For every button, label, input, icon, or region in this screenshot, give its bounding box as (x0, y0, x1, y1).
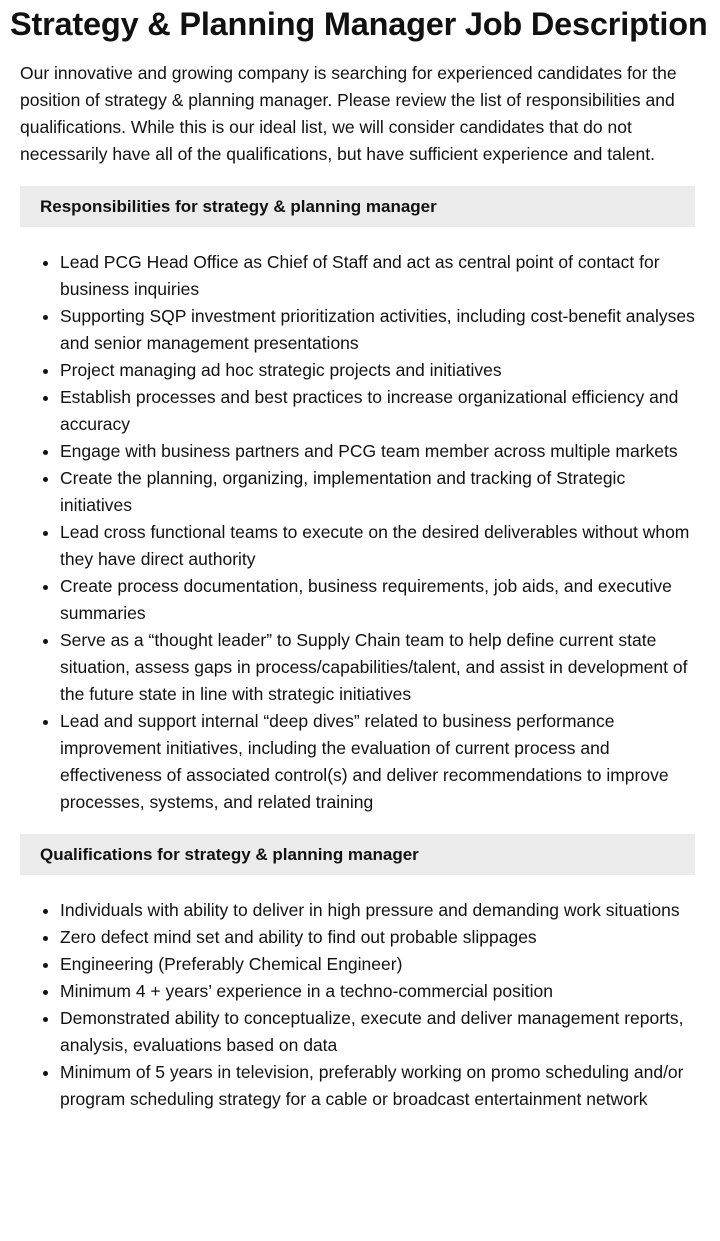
responsibilities-list (20, 249, 695, 816)
list-item: • Minimum of 5 years in television, preferably working on promo scheduling and/or program scheduling strategy for a cable or broadcast entertainment network (60, 1059, 695, 1113)
list-item: • Engineering (Preferably Chemical Engineer) (60, 951, 695, 978)
list-item: • Create the planning, organizing, implementation and tracking of Strategic initiatives (60, 465, 695, 519)
list-item: • Lead PCG Head Office as Chief of Staff and act as central point of contact for business inquiries (60, 249, 695, 303)
responsibilities-heading: Responsibilities for strategy & planning manager (20, 186, 695, 227)
qualifications-heading: Qualifications for strategy & planning manager (20, 834, 695, 875)
list-item: • Supporting SQP investment prioritization activities, including cost-benefit analyses and senior management presentations (60, 303, 695, 357)
list-item: • Minimum 4 + years’ experience in a techno-commercial position (60, 978, 695, 1005)
list-item: • Lead cross functional teams to execute on the desired deliverables without whom they have direct authority (60, 519, 695, 573)
list-item: • Individuals with ability to deliver in high pressure and demanding work situations (60, 897, 695, 924)
list-item: • Engage with business partners and PCG team member across multiple markets (60, 438, 695, 465)
list-item: • Create process documentation, business requirements, job aids, and executive summaries (60, 573, 695, 627)
list-item: • Establish processes and best practices to increase organizational efficiency and accuracy (60, 384, 695, 438)
qualifications-list (20, 897, 695, 1113)
intro-paragraph: Our innovative and growing company is searching for experienced candidates for the position of strategy & planning manager. Please review the list of responsibilities and qualifications. While this is our ideal list, we will consider candidates that do not necessarily have all of the qualifications, but have sufficient experience and talent. (20, 63, 677, 164)
list-item: • Project managing ad hoc strategic projects and initiatives (60, 357, 695, 384)
list-item: • Demonstrated ability to conceptualize, execute and deliver management reports, analysis, evaluations based on data (60, 1005, 695, 1059)
list-item: • Zero defect mind set and ability to find out probable slippages (60, 924, 695, 951)
list-item: • Serve as a “thought leader” to Supply Chain team to help define current state situation, assess gaps in process/capabilities/talent, and assist in development of the future state in line with strategic initiatives (60, 627, 695, 708)
list-item: • Lead and support internal “deep dives” related to business performance improvement initiatives, including the evaluation of current process and effectiveness of associated control(s) and deliver recommendations to improve processes, systems, and related training (60, 708, 695, 816)
page-title: Strategy & Planning Manager Job Description (10, 6, 708, 42)
job-description (20, 60, 695, 1113)
